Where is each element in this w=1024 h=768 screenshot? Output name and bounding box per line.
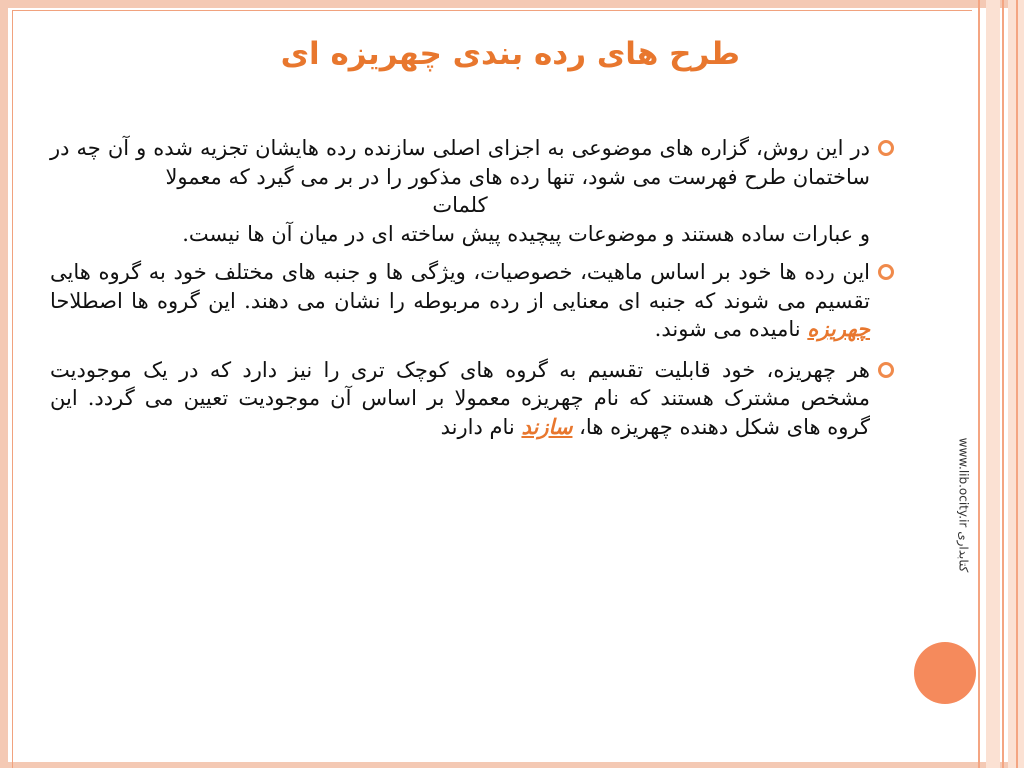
- paragraph-1-continuation: و عبارات ساده هستند و موضوعات پیچیده پیش ساخته ای در میان آن ها نیست.: [182, 221, 870, 246]
- term-sazand-link[interactable]: سازند: [521, 413, 573, 439]
- paragraph-3-text: هر چهریزه، خود قابلیت تقسیم به گروه های کوچک تری را نیز دارد که در یک موجودیت مشخص مشترک هستند که نام چهریزه معمولا بر اساس آن موجودیت تعیین می گردد. این گروه های شکل دهنده چهریزه ها،: [50, 357, 870, 439]
- slide-title: طرح های رده بندی چهریزه ای: [280, 36, 740, 72]
- circle-bullet-icon: [878, 264, 894, 280]
- decor-stripe: [1016, 0, 1018, 768]
- slide-content: [50, 134, 870, 441]
- term-chehrize-link[interactable]: چهریزه: [807, 316, 870, 341]
- circle-bullet-icon: [878, 362, 894, 378]
- paragraph-2-text: این رده ها خود بر اساس ماهیت، خصوصیات، ویژگی ها و جنبه های مختلف خود به گروه هایی تقسیم می شوند که جنبه ای معنایی از رده مربوطه را نشان می دهند. این گروه ها اصطلاحا: [50, 260, 870, 313]
- decor-stripe: [1002, 0, 1004, 768]
- bullet-paragraph-1: [50, 134, 870, 248]
- decor-circle: [914, 642, 976, 704]
- paragraph-2-tail: نامیده می شوند.: [654, 317, 801, 341]
- side-watermark-text: www.lib.ocity.ir کتابداری: [956, 437, 970, 573]
- paragraph-3-tail: نام دارند: [440, 414, 515, 439]
- paragraph-1-text: در این روش، گزاره های موضوعی به اجزای اصلی سازنده رده هایشان تجزیه شده و آن چه در ساختمان طرح فهرست می شود، تنها رده های مذکور را در بر می گیرد که معمولا: [50, 136, 870, 189]
- bullet-paragraph-2: [50, 258, 870, 344]
- decor-stripe: [978, 0, 980, 768]
- paragraph-1-word: کلمات: [432, 193, 488, 217]
- circle-bullet-icon: [878, 140, 894, 156]
- side-watermark: [948, 400, 978, 610]
- bullet-paragraph-3: [50, 356, 870, 442]
- decor-stripe: [986, 0, 1000, 768]
